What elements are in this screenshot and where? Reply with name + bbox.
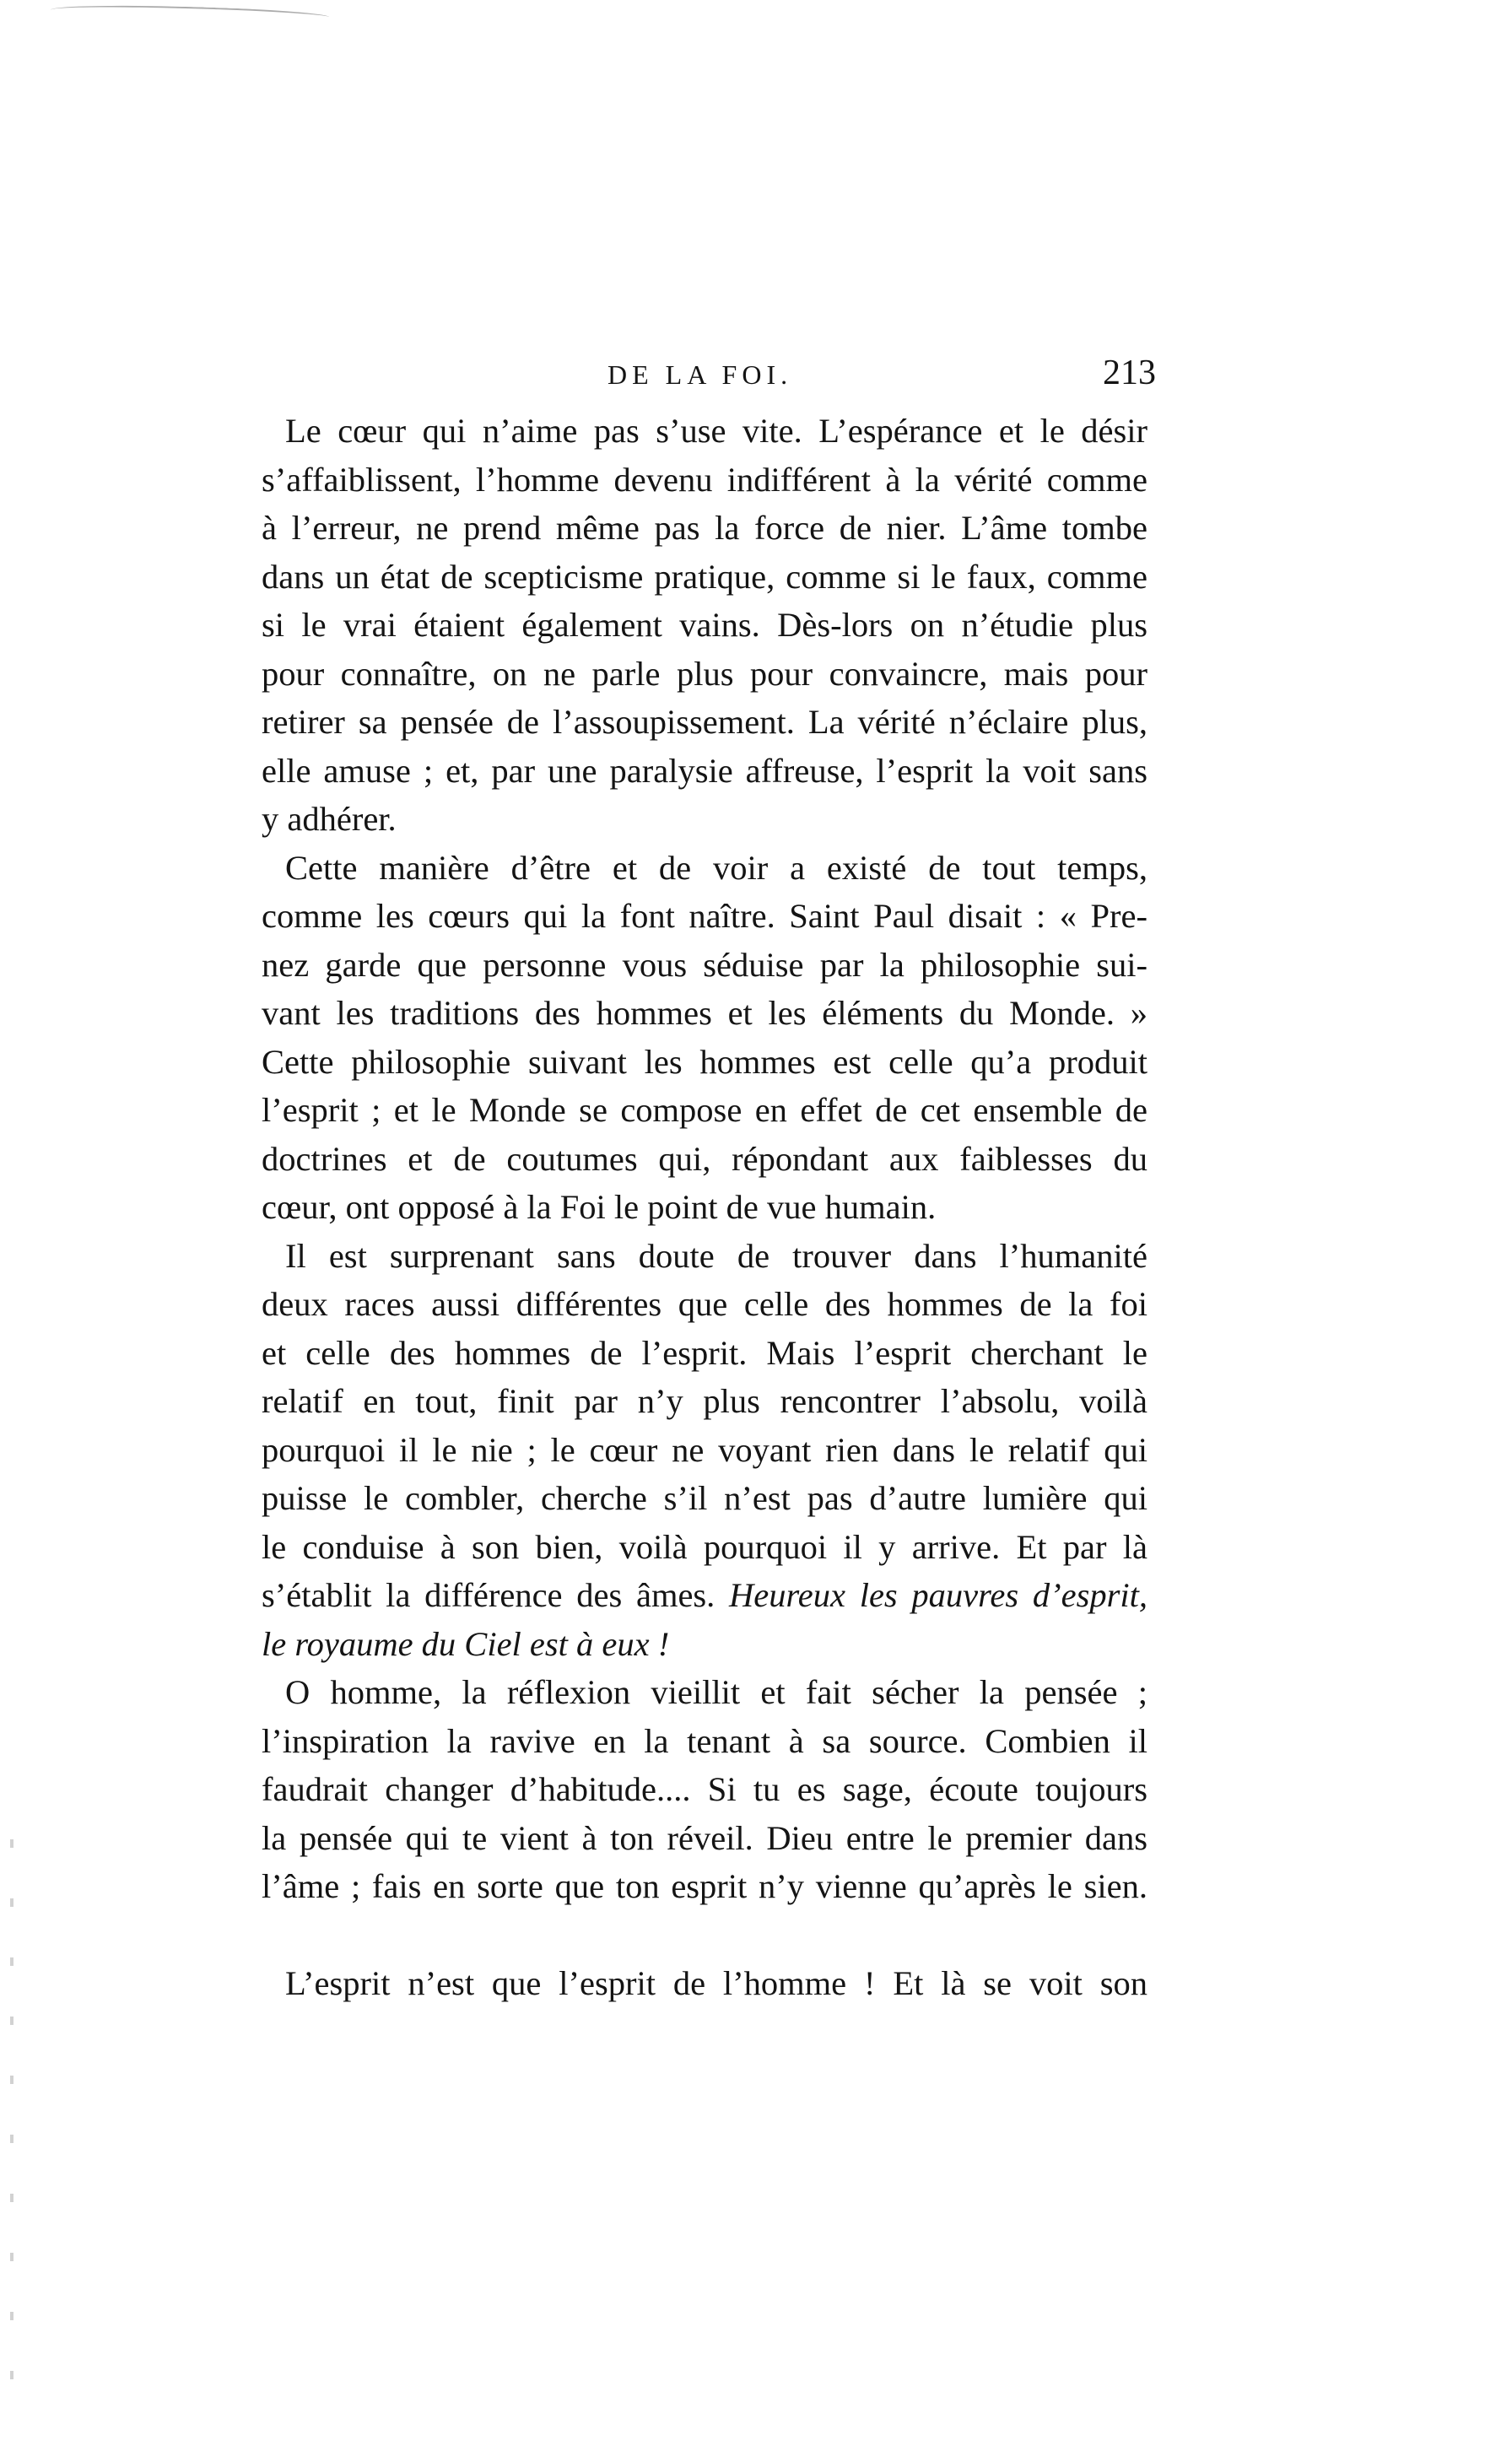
text-line: si le vrai étaient également vains. Dès-lors on n’étudie plus (262, 606, 1148, 644)
running-head: DE LA FOI. (608, 359, 793, 390)
paragraph-2 (262, 844, 1148, 1232)
text-line: Cette manière d’être et de voir a existé de tout temps, (285, 848, 1148, 887)
body-text (262, 407, 1148, 2007)
text-line: pour connaître, on ne parle plus pour convaincre, mais pour (262, 654, 1148, 693)
page-number: 213 (1103, 354, 1156, 392)
text-line: retirer sa pensée de l’assoupissement. La vérité n’éclaire plus, (262, 703, 1148, 741)
text-line: faudrait changer d’habitude.... Si tu es sage, écoute toujours (262, 1770, 1148, 1808)
page-header (262, 353, 1156, 403)
paragraph-1 (262, 407, 1148, 844)
text-line: Le cœur qui n’aime pas s’use vite. L’espérance et le désir (285, 412, 1148, 450)
text-line: doctrines et de coutumes qui, répondant aux faiblesses du (262, 1139, 1148, 1178)
text-line: l’esprit ; et le Monde se compose en effet de cet ensemble de (262, 1091, 1148, 1129)
text-line: deux races aussi différentes que celle des hommes de la foi (262, 1285, 1148, 1323)
text-line: l’inspiration la ravive en la tenant à sa source. Combien il (262, 1721, 1148, 1760)
text-line: dans un état de scepticisme pratique, comme si le faux, comme (262, 557, 1148, 596)
text-line: et celle des hommes de l’esprit. Mais l’esprit cherchant le (262, 1333, 1148, 1372)
text-line: vant les traditions des hommes et les éléments du Monde. » (262, 994, 1148, 1032)
text-line: s’affaiblissent, l’homme devenu indifférent à la vérité comme (262, 460, 1148, 499)
text-line: Cette philosophie suivant les hommes est celle qu’a produit (262, 1042, 1148, 1081)
text-line: O homme, la réflexion vieillit et fait sécher la pensée ; (285, 1673, 1148, 1711)
text-line: l’âme ; fais en sorte que ton esprit n’y vienne qu’après le sien. (262, 1867, 1148, 1905)
text-line: nez garde que personne vous séduise par la philosophie sui- (262, 945, 1148, 984)
text-line: la pensée qui te vient à ton réveil. Dieu entre le premier dans (262, 1818, 1148, 1857)
text-line: le conduise à son bien, voilà pourquoi il y arrive. Et par là (262, 1527, 1148, 1566)
text-line: y adhérer. (262, 800, 397, 838)
text-line: Il est surprenant sans doute de trouver dans l’humanité (285, 1236, 1148, 1275)
text-line: comme les cœurs qui la font naître. Saint Paul disait : « Pre- (262, 897, 1148, 935)
scan-edge-specks (10, 1839, 14, 2430)
paragraph-gap (262, 1911, 1148, 1959)
text-line (262, 1571, 1148, 1620)
text-line: puisse le combler, cherche s’il n’est pas d’autre lumière qui (262, 1479, 1148, 1517)
text-line (262, 1620, 1148, 1669)
text-line: relatif en tout, finit par n’y plus rencontrer l’absolu, voilà (262, 1382, 1148, 1420)
text-line: L’esprit n’est que l’esprit de l’homme ! Et là se voit son (285, 1963, 1148, 2002)
text-fragment: s’établit la différence des âmes. (262, 1576, 716, 1614)
text-line: pourquoi il le nie ; le cœur ne voyant rien dans le relatif qui (262, 1430, 1148, 1469)
paragraph-5 (262, 1959, 1148, 2008)
text-line: elle amuse ; et, par une paralysie affreuse, l’esprit la voit sans (262, 751, 1148, 790)
scan-smudge (51, 2, 329, 25)
italic-quote: le royaume du Ciel est à eux ! (262, 1624, 670, 1663)
text-line: à l’erreur, ne prend même pas la force de nier. L’âme tombe (262, 509, 1148, 547)
text-line: cœur, ont opposé à la Foi le point de vue humain. (262, 1188, 937, 1226)
italic-quote: Heureux les pauvres d’esprit, (729, 1576, 1148, 1614)
paragraph-4 (262, 1668, 1148, 1911)
paragraph-3 (262, 1232, 1148, 1669)
